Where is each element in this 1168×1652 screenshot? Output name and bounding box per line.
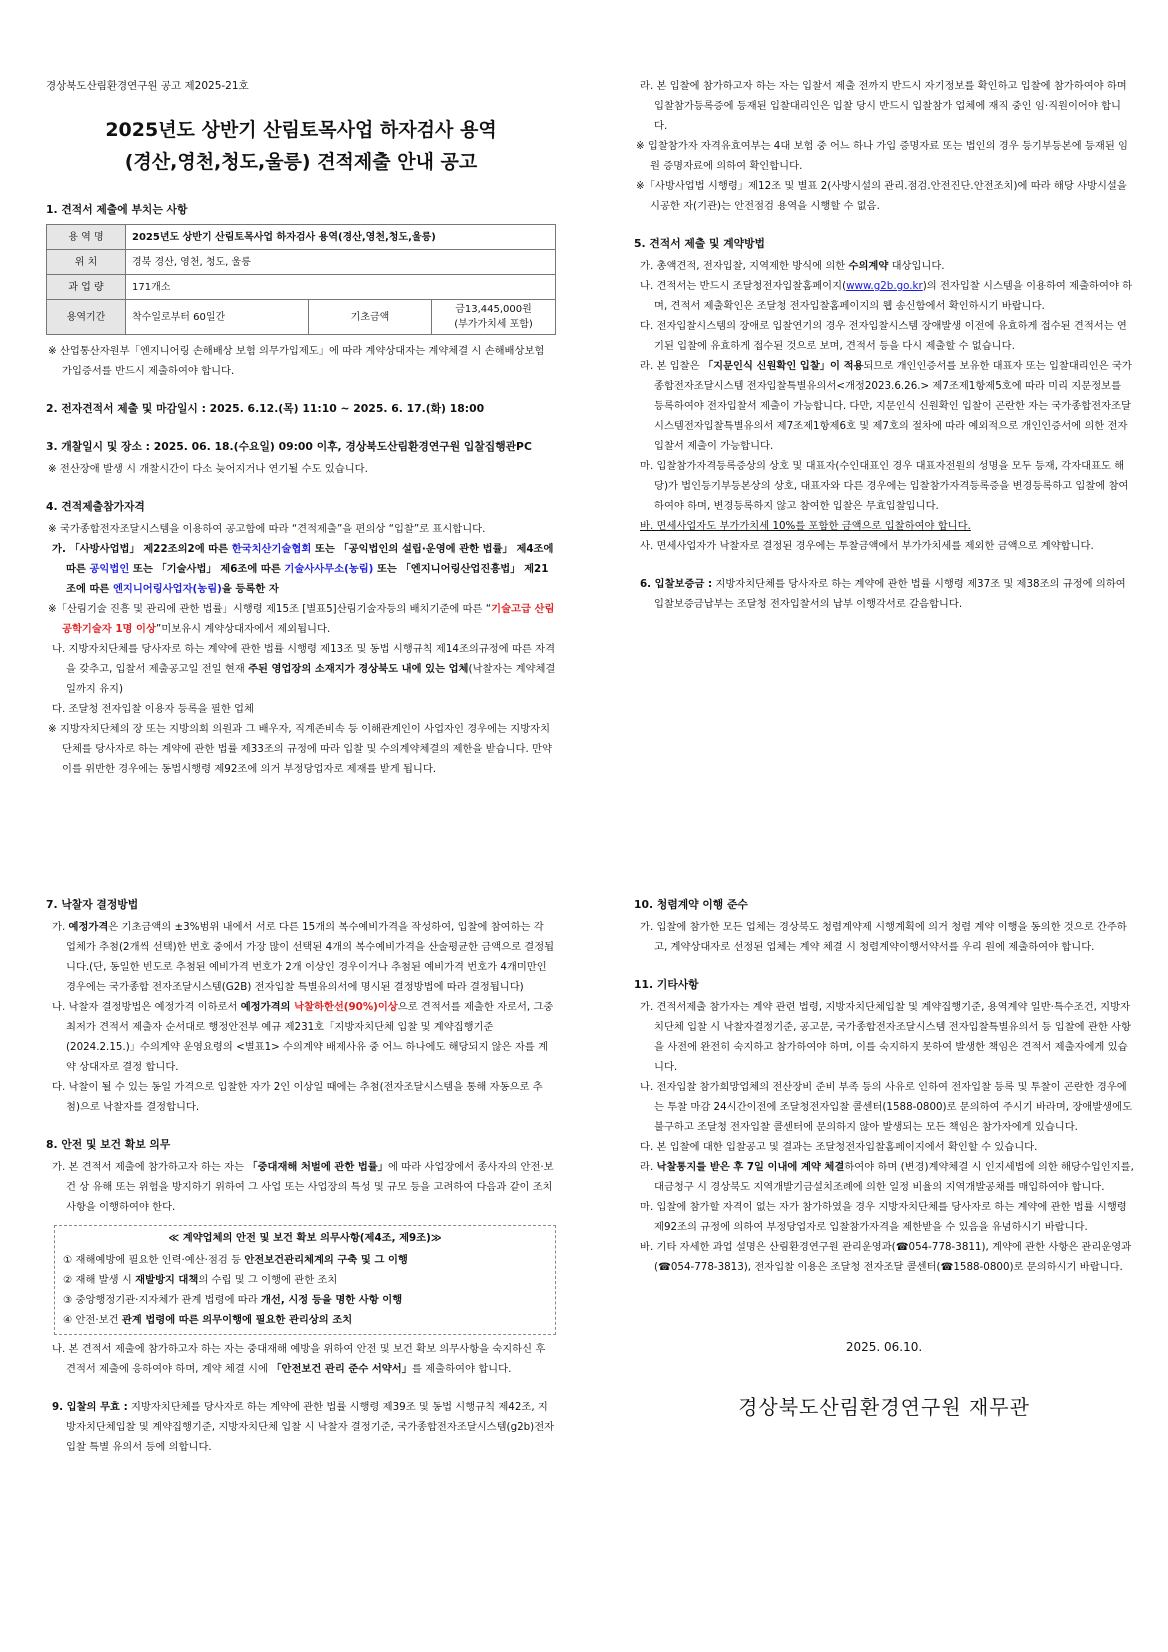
section-10-item-ga: 가. 입찰에 참가한 모든 업체는 경상북도 청렴계약제 시행계획에 의거 청렴 계약 이행을 동의한 것으로 간주하고, 계약상대자로 선정된 업체는 계약 체결 시 청렴계약이행서약서를 우리 원에 제출하여야 합니다. [640, 921, 1127, 953]
safety-item-1: ① 재해예방에 필요한 인력·예산·점검 등 안전보건관리체계의 구축 및 그 이행 [63, 1254, 408, 1266]
column-bottom-left [46, 895, 556, 1457]
section-4-item-na: 나. 지방자치단체를 당사자로 하는 계약에 관한 법률 시행령 제13조 및 동법 시행규칙 제14조의규정에 따른 자격을 갖추고, 입찰서 제출공고일 전일 현재 주된 영업장의 소재지가 경상북도 내에 있는 업체(낙찰자는 계약체결일까지 유지) [52, 643, 556, 695]
section-5-item-ba: 바. 면세사업자도 부가가치세 10%를 포함한 금액으로 입찰하여야 합니다. [640, 520, 971, 532]
safety-item-3: ③ 중앙행정기관·지자체가 관계 법령에 따라 개선, 시정 등을 명한 사항 이행 [63, 1294, 403, 1306]
section-3-note: ※ 전산장애 발생 시 개찰시간이 다소 늦어지거나 연기될 수도 있습니다. [48, 463, 368, 475]
table-row [47, 250, 556, 275]
table-row [47, 275, 556, 300]
section-7-item-na: 나. 낙찰자 결정방법은 예정가격 이하로서 예정가격의 낙찰하한선(90%)이상으로 견적서를 제출한 자로서, 그중 최저가 견적서 제출자 순서대로 행정안전부 예규 제231호「지방자치단체 입찰 및 계약집행기준(2024.2.15.)」수의계약 운영요령의 <별표1> 수의계약 배제사유 중 어느 하나에도 해당되지 않은 자를 계약 상대자로 결정 합니다. [52, 1001, 554, 1073]
section-8-heading: 8. 안전 및 보건 확보 의무 [46, 1138, 171, 1151]
g2b-link[interactable]: www.g2b.go.kr [846, 280, 923, 292]
section-11-heading: 11. 기타사항 [634, 978, 699, 991]
section-11-item-ma: 마. 입찰에 참가할 자격이 없는 자가 참가하였을 경우 지방자치단체를 당사자로 하는 계약에 관한 법률 시행령 제92조의 규정에 의하여 부정당업자로 입찰참가자격을 제한받을 수 있음을 유념하시기 바랍니다. [640, 1201, 1127, 1233]
section-5-item-sa: 사. 면세사업자가 낙찰자로 결정된 경우에는 투찰금액에서 부가가치세를 제외한 금액으로 계약합니다. [640, 540, 1094, 552]
section-3-heading: 3. 개찰일시 및 장소 : 2025. 06. 18.(수요일) 09:00 이후, 경상북도산림환경연구원 입찰집행관PC [46, 440, 532, 453]
location-value: 경북 경산, 영천, 청도, 울릉 [126, 250, 556, 275]
notice-number: 경상북도산림환경연구원 공고 제2025-21호 [46, 80, 249, 92]
quantity-label: 과 업 량 [47, 275, 126, 300]
section-4-note-4: ※ 입찰참가자 자격유효여부는 4대 보험 중 어느 하나 가입 증명자료 또는 법인의 경우 등기부등본에 등재된 임원 증명자료에 의하여 확인합니다. [636, 140, 1128, 172]
quantity-value: 171개소 [126, 275, 556, 300]
section-9: 9. 입찰의 무효 : 지방자치단체를 당사자로 하는 계약에 관한 법률 시행령 제39조 및 동법 시행규칙 제42조, 지방자치단체입찰 및 계약집행기준, 지방자치단체 입찰 시 낙찰자 결정기준, 국가종합전자조달시스템(g2b)전자입찰 특별 유의서 등에 의합니다. [52, 1401, 555, 1453]
period-label: 용역기간 [47, 300, 126, 335]
column-top-right [634, 76, 1134, 614]
section-4-note-5: ※「사방사업법 시행령」제12조 및 별표 2(사방시설의 관리.점검.안전진단.안전조치)에 따라 해당 사방시설을 시공한 자(기관)는 안전점검 용역을 시행할 수 없음. [636, 180, 1127, 212]
safety-box-title: ≪ 계약업체의 안전 및 보건 확보 의무사항(제4조, 제9조)≫ [168, 1232, 442, 1244]
section-5-item-da: 다. 전자입찰시스템의 장애로 입찰연기의 경우 전자입찰시스템 장애발생 이전에 유효하게 접수된 견적서는 연기된 입찰에 유효하게 접수된 것으로 보며, 견적서 등을 다시 제출할 수 없습니다. [640, 320, 1127, 352]
section-11-item-ga: 가. 견적서제출 참가자는 계약 관련 법령, 지방자치단체입찰 및 계약집행기준, 용역계약 일반·특수조건, 지방자치단체 입찰 시 낙찰자결정기준, 공고문, 국가종합전자조달시스템 전자입찰특별유의서 등 입찰에 관한 사항을 사전에 완전히 숙지하고 참가하여야 하며, 이를 숙지하지 못하여 발생한 책임은 견적서 제출자에게 있습니다. [640, 1001, 1131, 1073]
section-4-item-ra: 라. 본 입찰에 참가하고자 하는 자는 입찰서 제출 전까지 반드시 자기정보를 확인하고 입찰에 참가하여야 하며 입찰참가등록증에 등재된 입찰대리인은 입찰 당시 반드시 입찰참가 업체에 재직 중인 임·직원이어야 합니다. [640, 80, 1127, 132]
name-label: 용 역 명 [47, 225, 126, 250]
table-row [47, 300, 556, 335]
title-line-1: 2025년도 상반기 산림토목사업 하자검사 용역 [105, 119, 497, 141]
period-value: 착수일로부터 60일간 [126, 300, 309, 335]
section-8-item-na: 나. 본 견적서 제출에 참가하고자 하는 자는 중대재해 예방을 위하여 안전 및 보건 확보 의무사항을 숙지하신 후 견적서 제출에 응하여야 하며, 계약 체결 시에 「안전보건 관리 준수 서약서」를 제출하여야 합니다. [52, 1343, 546, 1375]
column-bottom-right [634, 895, 1134, 1417]
section-10-heading: 10. 청렴계약 이행 준수 [634, 898, 748, 911]
notice-date: 2025. 06.10. [845, 1340, 923, 1354]
section-4-note-1: ※ 국가종합전자조달시스템을 이용하여 공고함에 따라 “견적제출”을 편의상 “입찰”로 표시합니다. [48, 523, 486, 535]
section-8-item-ga: 가. 본 견적서 제출에 참가하고자 하는 자는 「중대재해 처벌에 관한 법률」에 따라 사업장에서 종사자의 안전·보건 상 유해 또는 위험을 방지하기 위하여 그 사업 또는 사업장의 특성 및 규모 등을 고려하여 다음과 같이 조치사항을 이행하여야 한다. [52, 1161, 554, 1213]
section-7-heading: 7. 낙찰자 결정방법 [46, 898, 139, 911]
signature: 경상북도산림환경연구원 재무관 [738, 1395, 1030, 1419]
title-line-2: (경산,영천,청도,울릉) 견적제출 안내 공고 [124, 151, 478, 173]
section-5-item-ra: 라. 본 입찰은 「지문인식 신원확인 입찰」이 적용되므로 개인인증서를 보유한 대표자 또는 입찰대리인은 국가종합전자조달시스템 전자입찰특별유의서<개정2023.6.26.> 제7조제1항제5호에 따라 미리 지문정보를 등록하여야 전자입찰서 제출이 가능합니다. 다만, 지문인식 신원확인 입찰이 곤란한 자는 국가종합전자조달시스템전자입찰특별유의서 제7조제1항제6호 및 제7호의 절차에 따라 예외적으로 개인인증서에 의한 전자입찰서 제출이 가능합니다. [640, 360, 1132, 452]
price-value: 금13,445,000원 [455, 304, 532, 315]
section-4-note-3: ※ 지방자치단체의 장 또는 지방의회 의원과 그 배우자, 직계존비속 등 이해관계인이 사업자인 경우에는 지방자치단체를 당사자로 하는 계약에 관한 법률 제33조의 규정에 따라 입찰 및 수의계약체결의 제한을 받습니다. 만약 이를 위반한 경우에는 동법시행령 제92조에 의거 부정당업자로 제재를 받게 됩니다. [48, 723, 552, 775]
price-label: 기초금액 [309, 300, 432, 335]
section-4-item-ga: 가. 「사방사업법」 제22조의2에 따른 한국치산기술협회 또는 「공익법인의 설립·운영에 관한 법률」 제4조에 따른 공익법인 또는 「기술사법」 제6조에 따른 기술사사무소(농림) 또는 「엔지니어링산업진흥법」 제21조에 따른 엔지니어링사업자(농림)을 등록한 자 [52, 543, 554, 595]
section-11-item-na: 나. 전자입찰 참가희망업체의 전산장비 준비 부족 등의 사유로 인하여 전자입찰 등록 및 투찰이 곤란한 경우에는 투찰 마감 24시간이전에 조달청전자입찰 콜센터(1588-0800)로 문의하여 주시기 바라며, 장애발생에도 불구하고 조달청 전자입찰 콜센터에 문의하지 않아 발생되는 모든 책임은 참가자에게 있습니다. [640, 1081, 1133, 1133]
table-row [47, 225, 556, 250]
section-4-note-2: ※「산림기술 진흥 및 관리에 관한 법률」시행령 제15조 [별표5]산림기술자등의 배치기준에 따른 “기술고급 산림공학기술자 1명 이상”미보유시 계약상대자에서 제외됩니다. [48, 603, 555, 635]
safety-item-2: ② 재해 발생 시 재발방지 대책의 수립 및 그 이행에 관한 조치 [63, 1274, 338, 1286]
section-7-item-da: 다. 낙찰이 될 수 있는 동일 가격으로 입찰한 자가 2인 이상일 때에는 추첨(전자조달시스템을 통해 자동으로 추첨)으로 낙찰자를 결정합니다. [52, 1081, 543, 1113]
section-11-item-ba: 바. 기타 자세한 과업 설명은 산림환경연구원 관리운영과(☎054-778-3811), 계약에 관한 사항은 관리운영과(☎054-778-3813), 전자입찰 이용은 조달청 전자조달 콜센터(☎1588-0800)로 문의하시기 바랍니다. [640, 1241, 1132, 1273]
section-5-heading: 5. 견적서 제출 및 계약방법 [634, 237, 765, 250]
section-4-heading: 4. 견적제출참가자격 [46, 500, 145, 513]
section-6: 6. 입찰보증금 : 지방자치단체를 당사자로 하는 계약에 관한 법률 시행령 제37조 및 제38조의 규정에 의하여 입찰보증금납부는 조달청 전자입찰서의 납부 이행각서로 갈음합니다. [640, 578, 1126, 610]
price-cell [432, 300, 556, 335]
info-table [46, 224, 556, 335]
section-5-item-ga: 가. 총액견적, 전자입찰, 지역제한 방식에 의한 수의계약 대상입니다. [640, 260, 945, 272]
section-4-item-da: 다. 조달청 전자입찰 이용자 등록을 필한 업체 [52, 703, 254, 715]
price-note: (부가가치세 포함) [454, 319, 533, 330]
column-top-left [46, 76, 556, 779]
section-2-heading: 2. 전자견적서 제출 및 마감일시 : 2025. 6.12.(목) 11:10 ~ 2025. 6. 17.(화) 18:00 [46, 402, 485, 415]
name-value: 2025년도 상반기 산림토목사업 하자검사 용역(경산,영천,청도,울릉) [126, 225, 556, 250]
safety-duties-box [54, 1225, 556, 1335]
section-1-note: ※ 산업통산자원부「엔지니어링 손해배상 보험 의무가입제도」에 따라 계약상대자는 계약체결 시 손해배상보험 가입증서를 반드시 제출하여야 합니다. [48, 345, 545, 377]
safety-item-4: ④ 안전·보건 관계 법령에 따른 의무이행에 필요한 관리상의 조치 [63, 1314, 353, 1326]
section-11-item-ra: 라. 낙찰통지를 받은 후 7일 이내에 계약 체결하여야 하며 (변경)계약체결 시 인지세법에 의한 해당수입인지를, 대금청구 시 경상북도 지역개발기금설치조례에 의한 일정 비율의 지역개발공채를 매입하여야 합니다. [640, 1161, 1134, 1193]
section-5-item-ma: 마. 입찰참가자격등록증상의 상호 및 대표자(수인대표인 경우 대표자전원의 성명을 모두 등재, 각자대표도 해당)가 법인등기부등본상의 상호, 대표자와 다른 경우에는 입찰참가자격등록증을 변경등록하고 입찰에 참여하여야 하며, 변경등록하지 않고 참여한 입찰은 무효입찰입니다. [640, 460, 1129, 512]
section-7-item-ga: 가. 예정가격은 기초금액의 ±3%범위 내에서 서로 다른 15개의 복수예비가격을 작성하여, 입찰에 참여하는 각 업체가 추첨(2개씩 선택)한 번호 중에서 가장 많이 선택된 4개의 복수예비가격을 산술평균한 금액으로 결정됩니다.(단, 동일한 빈도로 추첨된 예비가격 번호가 2개 이상인 경우이거나 추첨된 예비가격 번호가 4개미만인 경우에는 국가종합 전자조달시스템(G2B) 전자입찰 특별유의서에 명시된 결정방법에 따라 결정됩니다) [52, 921, 555, 993]
section-11-item-da: 다. 본 입찰에 대한 입찰공고 및 결과는 조달청전자입찰홈페이지에서 확인할 수 있습니다. [640, 1141, 1038, 1153]
section-1-heading: 1. 견적서 제출에 부치는 사항 [46, 203, 188, 216]
section-5-item-na: 나. 견적서는 반드시 조달청전자입찰홈페이지(www.g2b.go.kr)의 전자입찰 시스템을 이용하여 제출하여야 하며, 견적서 제출확인은 조달청 전자입찰홈페이지의 웹 송신함에서 확인하시기 바랍니다. [640, 280, 1133, 312]
location-label: 위 치 [47, 250, 126, 275]
page-title [46, 114, 556, 178]
